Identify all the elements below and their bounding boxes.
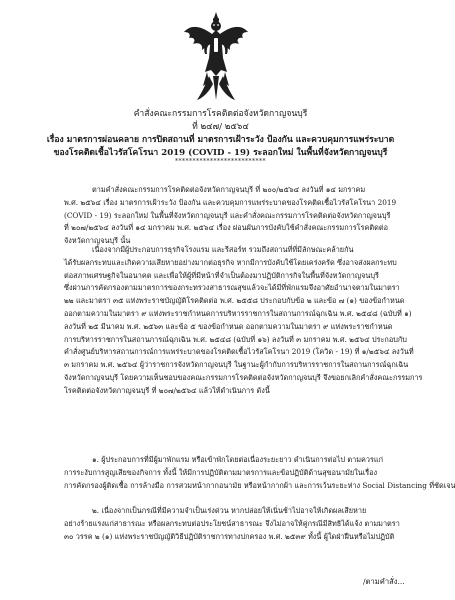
text-line: ๓ มกราคม พ.ศ. ๒๕๖๔ ผู้ว่าราชการจังหวัดกาญจนบุรี ในฐานะผู้กำกับการบริหารราชการในสถานการณ์ฉุกเฉิน [64,360,409,370]
paragraph-item-2 [64,505,404,543]
text-line: การคัดกรองผู้ติดเชื้อ การล้างมือ การสวมหน้ากากอนามัย หรือหน้ากากผ้า และการเว้นระยะห่าง Social Distancing ที่ชัดเจน [64,480,455,490]
text-line: โรคติดต่อจังหวัดกาญจนบุรี ที่ ๒๐๗/๒๕๖๔ แล้วให้ดำเนินการ ดังนี้ [64,385,270,395]
text-line: การระงับการสูญเสียของกิจการ ทั้งนี้ ให้มีการปฏิบัติตามมาตรการและข้อปฏิบัติด้านสุขอนามัยในเรื่อง [64,467,378,477]
text-line: จังหวัดกาญจนบุรี นั้น [64,236,131,246]
order-number: ที่ ๒๔๗/ ๒๕๖๔ [192,122,249,132]
text-line: (COVID - 19) ระลอกใหม่ ในพื้นที่จังหวัดกาญจนบุรี และคำสั่งคณะกรรมการโรคติดต่อจังหวัดกาญจนบุรี [64,210,391,220]
text-line: ลงวันที่ ๒๕ มีนาคม พ.ศ. ๒๕๖๓ และข้อ ๕ ของข้อกำหนด ออกตามความในมาตรา ๙ แห่งพระราชกำหนด [64,321,393,331]
text-line: ตามคำสั่งคณะกรรมการโรคติดต่อจังหวัดกาญจนบุรี ที่ ๒๐๐/๒๕๖๔ ลงวันที่ ๑๔ มกราคม [92,185,366,194]
subject-line-2: ของโรคติดเชื้อไวรัสโคโรนา 2019 (COVID - 19) ระลอกใหม่ ในพื้นที่จังหวัดกาญจนบุรี [53,148,388,158]
paragraph-item-1 [64,454,455,492]
text-line: การบริหารราชการในสถานการณ์ฉุกเฉิน พ.ศ. ๒๕๔๘ (ฉบับที่ ๑๖) ลงวันที่ ๓ มกราคม พ.ศ. ๒๕๖๔ ประกอบกับ [64,334,407,344]
text-line: ๑. ผู้ประกอบการที่มีผู้มาพักแรม หรือเข้าพักโดยต่อเนื่องระยะยาว ดำเนินการต่อไป ตามควรแก่ [92,455,384,464]
text-line: ๒. เนื่องจากเป็นกรณีที่มีความจำเป็นเร่งด่วน หากปล่อยให้เนิ่นช้าไปอาจให้เกิดผลเสียหาย [92,506,367,515]
text-line: เนื่องจากมีผู้ประกอบการธุรกิจโรงแรม และรีสอร์ท รวมถึงสถานที่ที่มีลักษณะคล้ายกัน [92,245,354,254]
text-line: พ.ศ. ๒๕๖๔ เรื่อง มาตรการเฝ้าระวัง ป้องกัน และควบคุมการแพร่ระบาดของโรคติดเชื้อไวรัสโคโรนา 2019 [64,197,397,207]
text-line: ที่ ๒๐๗/๒๕๖๔ ลงวันที่ ๑๔ มกราคม พ.ศ. ๒๕๖๔ เรื่อง ผ่อนผันการบังคับใช้คำสั่งคณะกรรมการโรคติดต่อ [64,223,388,233]
garuda-emblem-icon [183,10,249,102]
text-line: จังหวัดกาญจนบุรี โดยความเห็นชอบของคณะกรรมการโรคติดต่อจังหวัดกาญจนบุรี จึงขอยกเลิกคำสั่งคณะกรรมการ [64,372,423,382]
text-line: ต่อสภาพเศรษฐกิจในอนาคต และเพื่อให้ผู้ที่มีหน้าที่จำเป็นต้องมาปฏิบัติการกิจในพื้นที่จังหวัดกาญจนบุรี [64,270,379,280]
paragraph-reference [64,184,404,248]
text-line: ๒๒ และมาตรา ๓๕ แห่งพระราชบัญญัติโรคติดต่อ พ.ศ. ๒๕๕๘ ประกอบกับข้อ ๒ และข้อ ๗ (๑) ของข้อกำหนด [64,296,405,306]
text-line: ได้รับผลกระทบและเกิดความเสียหายอย่างมากต่อธุรกิจ หากมีการบังคับใช้โดยเคร่งครัด ซึ่งอาจส่งผลกระทบ [64,257,397,267]
separator: ************************** [175,158,266,165]
document-title: คำสั่งคณะกรรมการโรคติดต่อจังหวัดกาญจนบุรี [133,109,308,119]
text-line: ออกตามความในมาตรา ๙ แห่งพระราชกำหนดการบริหารราชการในสถานการณ์ฉุกเฉิน พ.ศ. ๒๕๔๘ (ฉบับที่ ๑) [64,308,412,318]
text-line: คำสั่งศูนย์บริหารสถานการณ์การแพร่ระบาดของโรคติดเชื้อไวรัสโคโรนา 2019 (โควิด - 19) ที่ ๑/๒๕๖๔ ลงวันที่ [64,347,414,357]
paragraph-reason [64,244,423,398]
text-line: อย่างร้ายแรงแก่สาธารณะ หรือผลกระทบต่อประโยชน์สาธารณะ จึงไม่อาจให้คู่กรณีมีสิทธิได้แจ้ง ตามมาตรา [64,518,400,528]
subject-line-1: เรื่อง มาตรการผ่อนคลาย การปิดสถานที่ มาตรการเฝ้าระวัง ป้องกัน และควบคุมการแพร่ระบาด [46,135,395,145]
text-line: ซึ่งผ่านการคัดกรองตามมาตรการของกระทรวงสาธารณสุขแล้วจะได้มีที่พักแรมจึงอาศัยอำนาจตามในมาตรา [64,283,400,293]
continuation-marker: /ตามคำสั่ง... [363,577,405,586]
text-line: ๓๐ วรรค ๒ (๑) แห่งพระราชบัญญัติวิธีปฏิบัติราชการทางปกครอง พ.ศ. ๒๕๓๙ ทั้งนี้ ผู้ใดฝ่าฝืนหรือไม่ปฏิบัติ [64,531,395,541]
